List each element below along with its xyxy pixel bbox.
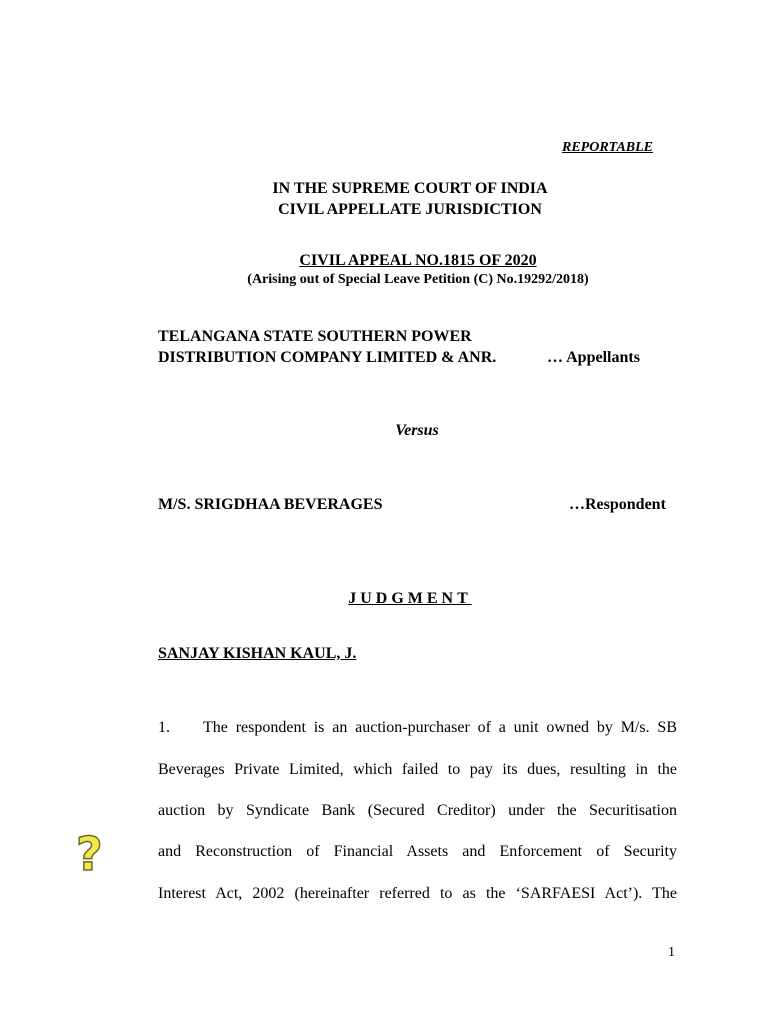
respondent-role: …Respondent: [569, 496, 666, 513]
court-name: IN THE SUPREME COURT OF INDIA: [272, 180, 548, 197]
appellant-name-line-2: DISTRIBUTION COMPANY LIMITED & ANR.: [158, 349, 497, 366]
judge-name: SANJAY KISHAN KAUL, J.: [158, 645, 357, 662]
appeal-number: CIVIL APPEAL NO.1815 OF 2020: [299, 252, 537, 269]
arising-out-of: (Arising out of Special Leave Petition (C) No.19292/2018): [247, 272, 589, 287]
paragraph-line: and Reconstruction of Financial Assets and Enforcement of Security: [158, 843, 677, 860]
versus-label: Versus: [395, 422, 439, 439]
appellant-role: … Appellants: [547, 349, 640, 366]
page-number: 1: [668, 945, 675, 960]
respondent-name: M/S. SRIGDHAA BEVERAGES: [158, 496, 383, 513]
paragraph-line: [158, 719, 677, 737]
judgment-heading: JUDGMENT: [348, 590, 472, 607]
paragraph-number: 1.: [158, 719, 170, 736]
reportable-label: REPORTABLE: [562, 140, 654, 155]
jurisdiction: CIVIL APPELLATE JURISDICTION: [278, 201, 542, 218]
paragraph-line: Beverages Private Limited, which failed to pay its dues, resulting in the: [158, 761, 677, 778]
appellant-name-line-1: TELANGANA STATE SOUTHERN POWER: [158, 328, 472, 345]
paragraph-line-text: The respondent is an auction-purchaser of a unit owned by M/s. SB: [203, 719, 677, 736]
question-mark-icon[interactable]: ?: [76, 827, 103, 881]
paragraph-line: auction by Syndicate Bank (Secured Creditor) under the Securitisation: [158, 802, 677, 819]
paragraph-line: Interest Act, 2002 (hereinafter referred to as the ‘SARFAESI Act’). The: [158, 885, 677, 902]
